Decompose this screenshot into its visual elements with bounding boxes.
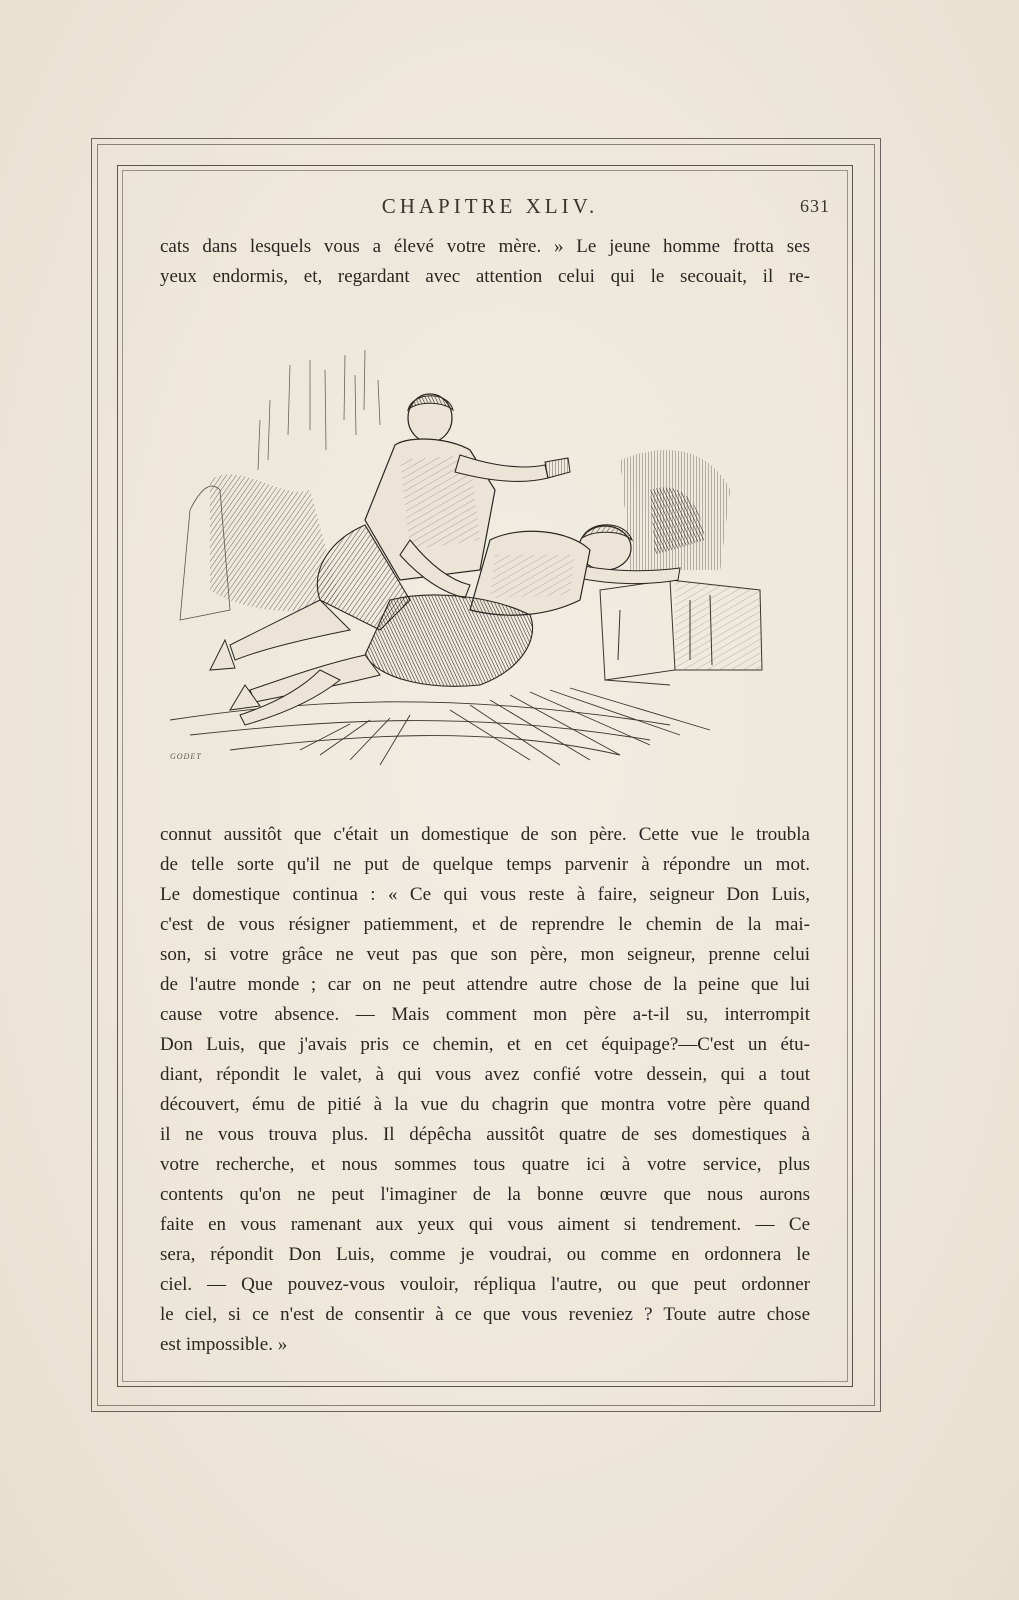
text-line: découvert, ému de pitié à la vue du chagrin que montra votre père quand: [160, 1094, 810, 1115]
page-number: 631: [800, 196, 830, 216]
text-line: ciel. — Que pouvez-vous vouloir, répliqua l'autre, ou que peut ordonner: [160, 1274, 810, 1295]
engraving-svg: [150, 340, 830, 780]
text-line: votre recherche, et nous sommes tous quatre ici à votre service, plus: [160, 1154, 810, 1175]
text-line: contents qu'on ne peut l'imaginer de la bonne œuvre que nous aurons: [160, 1184, 810, 1205]
text-line: de l'autre monde ; car on ne peut attendre autre chose de la peine que lui: [160, 974, 810, 995]
text-block-top: [160, 232, 810, 292]
text-line: diant, répondit le valet, à qui vous avez confié votre dessein, qui a tout: [160, 1064, 810, 1085]
text-line: sera, répondit Don Luis, comme je voudrai, ou comme en ordonnera le: [160, 1244, 810, 1265]
text-line: est impossible. »: [160, 1334, 288, 1355]
text-line: il ne vous trouva plus. Il dépêcha aussitôt quatre de ses domestiques à: [160, 1124, 810, 1145]
text-block-bottom: [160, 820, 810, 1360]
running-header: [150, 194, 830, 224]
text-line: le ciel, si ce n'est de consentir à ce que vous reveniez ? Toute autre chose: [160, 1304, 810, 1325]
text-line: faite en vous ramenant aux yeux qui vous aiment si tendrement. — Ce: [160, 1214, 810, 1235]
background-strokes: [258, 350, 380, 470]
text-line: cats dans lesquels vous a élevé votre mère. » Le jeune homme frotta ses: [160, 236, 810, 257]
text-line: de telle sorte qu'il ne put de quelque temps parvenir à répondre un mot.: [160, 854, 810, 875]
text-line: Le domestique continua : « Ce qui vous reste à faire, seigneur Don Luis,: [160, 884, 810, 905]
text-line: son, si votre grâce ne veut pas que son père, mon seigneur, prenne celui: [160, 944, 810, 965]
text-line: cause votre absence. — Mais comment mon père a-t-il su, interrompit: [160, 1004, 810, 1025]
text-line: connut aussitôt que c'était un domestique de son père. Cette vue le troubla: [160, 824, 810, 845]
stone-block-shading: [675, 580, 762, 670]
text-line: yeux endormis, et, regardant avec attention celui qui le secouait, il re-: [160, 266, 810, 287]
text-line: Don Luis, que j'avais pris ce chemin, et en cet équipage?—C'est un étu-: [160, 1034, 810, 1055]
chapter-title: CHAPITRE XLIV.: [381, 194, 599, 218]
engraver-signature: GODET: [170, 752, 202, 761]
text-line: c'est de vous résigner patiemment, et de reprendre le chemin de la mai-: [160, 914, 810, 935]
engraving-illustration: [150, 340, 830, 780]
